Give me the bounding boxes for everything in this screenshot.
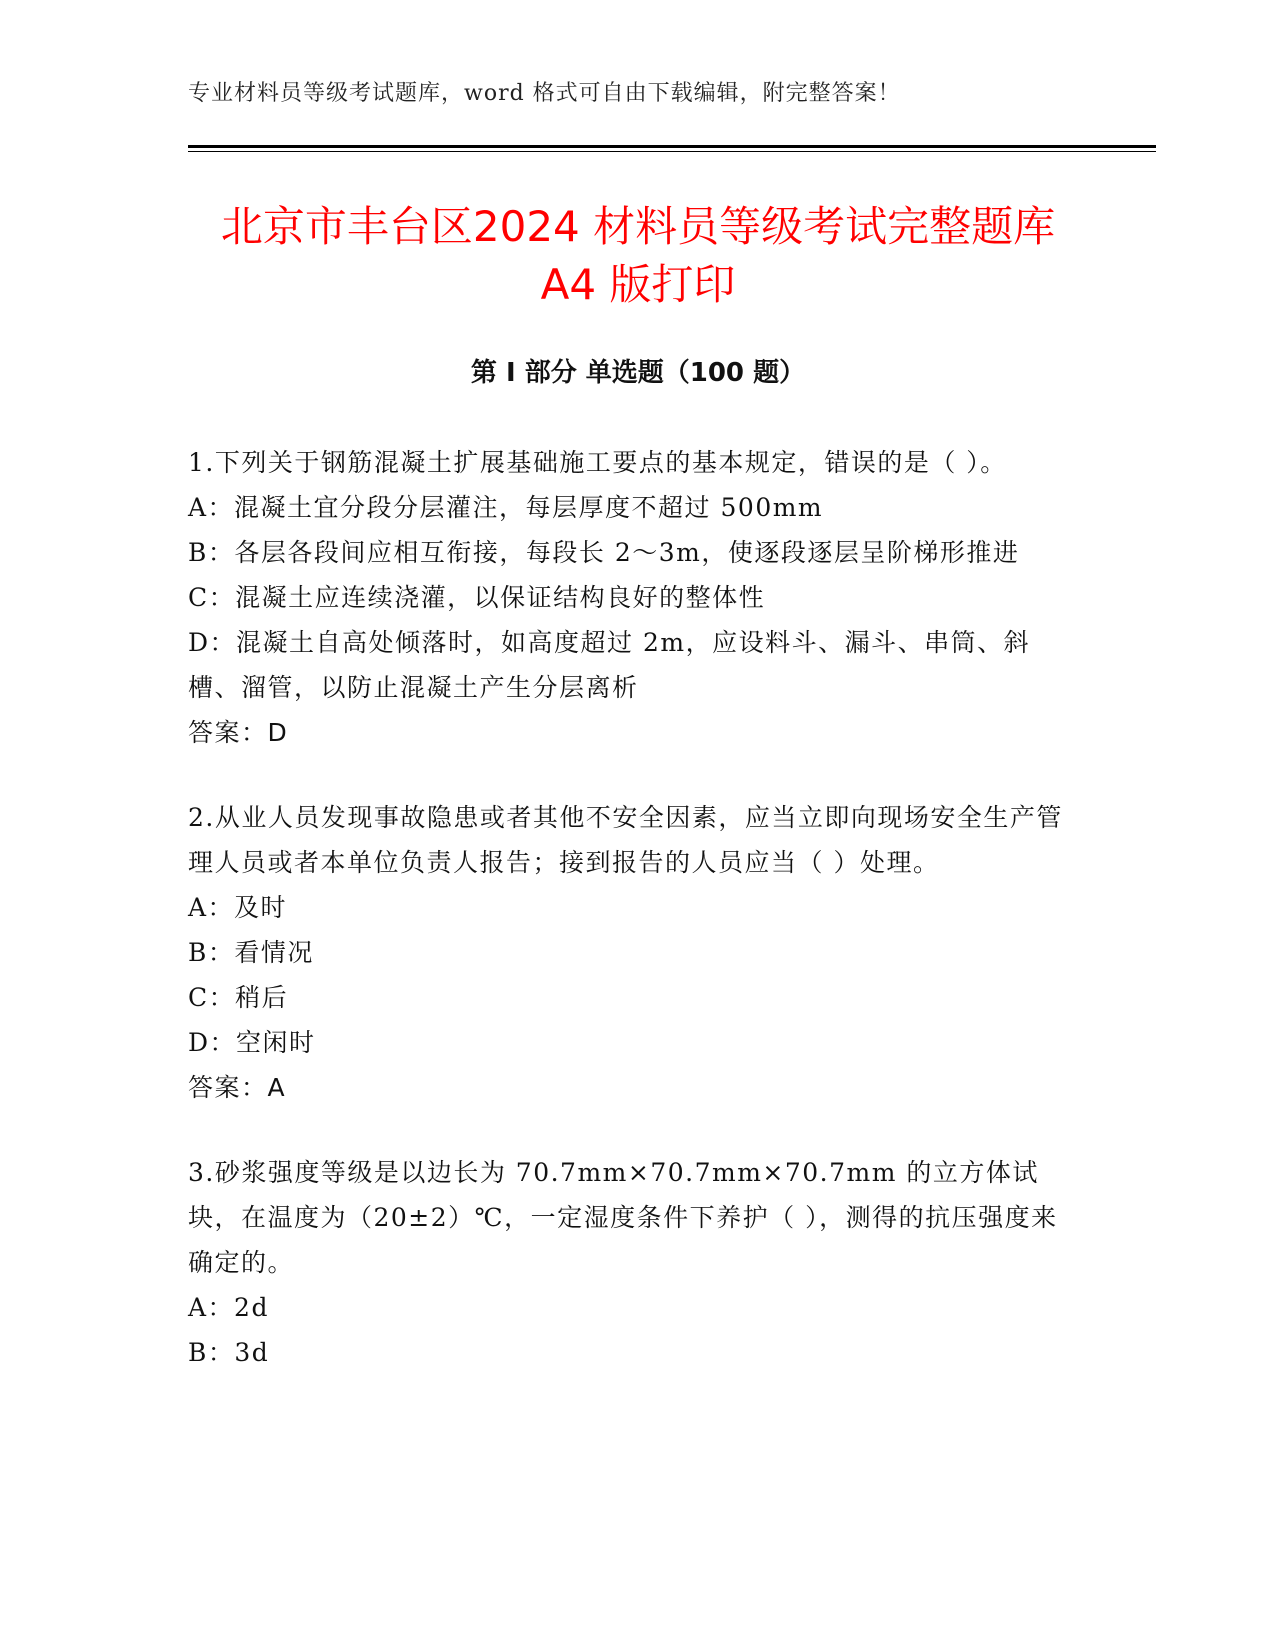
- question-2: [188, 795, 1078, 1110]
- header-rule-thick: [188, 145, 1156, 148]
- page-title-line-2: A4 版打印: [540, 260, 736, 309]
- page-title: [188, 198, 1088, 314]
- option-c: C：混凝土应连续浇灌，以保证结构良好的整体性: [188, 583, 766, 612]
- option-a: A：混凝土宜分段分层灌注，每层厚度不超过 500mm: [188, 493, 824, 522]
- option-a: A：及时: [188, 893, 288, 922]
- header-note: 专业材料员等级考试题库，word 格式可自由下载编辑，附完整答案！: [188, 81, 901, 106]
- answer: 答案：A: [188, 1073, 287, 1102]
- question-stem: 2.从业人员发现事故隐患或者其他不安全因素，应当立即向现场安全生产管理人员或者本单位负责人报告；接到报告的人员应当（ ）处理。: [188, 803, 1063, 877]
- option-b: B：看情况: [188, 938, 314, 967]
- page-title-line-1: 北京市丰台区2024 材料员等级考试完整题库: [220, 202, 1056, 251]
- option-a: A：2d: [188, 1293, 269, 1322]
- question-3: [188, 1150, 1078, 1375]
- answer: 答案：D: [188, 718, 289, 747]
- option-d: D：混凝土自高处倾落时，如高度超过 2m，应设料斗、漏斗、串筒、斜槽、溜管，以防止混凝土产生分层离析: [188, 628, 1031, 702]
- question-list: [188, 440, 1078, 1415]
- section-heading: 第 I 部分 单选题（100 题）: [470, 358, 806, 388]
- question-stem: 1.下列关于钢筋混凝土扩展基础施工要点的基本规定，错误的是（ ）。: [188, 448, 1007, 477]
- option-b: B：各层各段间应相互衔接，每段长 2～3m，使逐段逐层呈阶梯形推进: [188, 538, 1020, 567]
- question-stem: 3.砂浆强度等级是以边长为 70.7mm×70.7mm×70.7mm 的立方体试块，在温度为（20±2）℃，一定湿度条件下养护（ ），测得的抗压强度来确定的。: [188, 1158, 1058, 1277]
- option-b: B：3d: [188, 1338, 270, 1367]
- question-1: [188, 440, 1078, 755]
- option-c: C：稍后: [188, 983, 289, 1012]
- option-d: D：空闲时: [188, 1028, 316, 1057]
- header-rule-thin: [188, 151, 1156, 152]
